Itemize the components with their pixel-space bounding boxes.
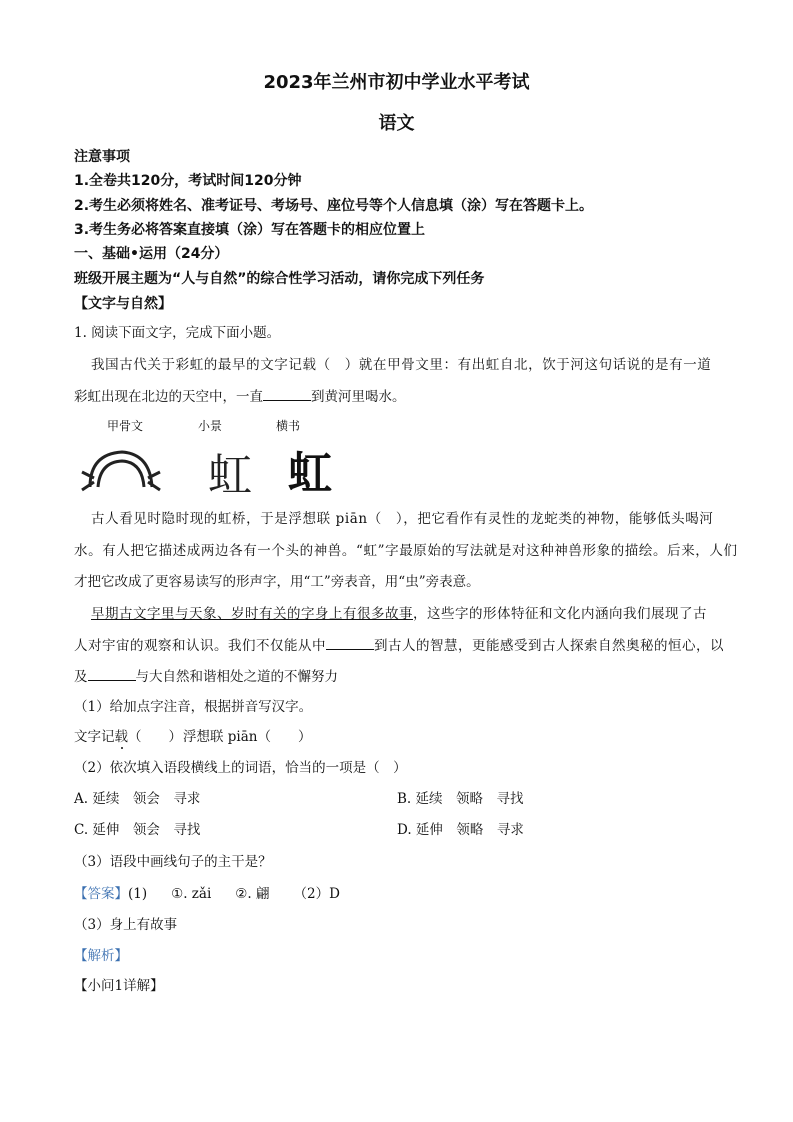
underlined-sentence: 早期古文字里与天象、岁时有关的字身上有很多故事	[91, 606, 413, 622]
glyph-label: 小景	[198, 419, 223, 433]
answer-line: （3）身上有故事	[74, 917, 178, 933]
passage-line	[74, 636, 724, 655]
option-a: A. 延续 领会 寻求	[74, 791, 201, 807]
clerical-hong-glyph: 虹	[288, 448, 332, 497]
detail-heading: 【小问1详解】	[74, 978, 164, 994]
task-text: 班级开展主题为“人与自然”的综合性学习活动，请你完成下列任务	[74, 271, 485, 287]
glyph-label: 横书	[276, 419, 301, 433]
subquestion-3: （3）语段中画线句子的主干是？	[74, 854, 272, 870]
text: （ ）	[128, 729, 182, 745]
passage-line: 才把它改成了更容易读写的形声字，用“工”旁表音，用“虫”旁表意。	[74, 574, 480, 590]
text: 与大自然和谐相处之道的不懈努力	[135, 669, 338, 685]
subquestion-2: （2）依次填入语段横线上的词语，恰当的一项是（ ）	[74, 760, 407, 776]
text: 文字记	[74, 729, 115, 745]
text: 到黄河里喝水。	[311, 389, 406, 405]
answer-part: (1)	[128, 886, 148, 902]
seal-script-hong-glyph: 虹	[208, 450, 252, 497]
glyph-label: 甲骨文	[107, 419, 144, 433]
passage-line	[91, 605, 707, 623]
option-d: D. 延伸 领略 寻求	[397, 822, 524, 838]
document-title: 2023年兰州市初中学业水平考试	[263, 72, 530, 93]
answer-line	[74, 885, 340, 903]
subject-title: 语文	[378, 113, 415, 134]
passage-line: 我国古代关于彩虹的最早的文字记载（ ）就在甲骨文里：有出虹自北，饮于河这句话说的是有一道	[91, 357, 712, 373]
subsection-heading: 【文字与自然】	[74, 296, 172, 312]
option-b: B. 延续 领略 寻找	[397, 791, 524, 807]
subquestion-1: （1）给加点字注音，根据拼音写汉字。	[74, 699, 313, 715]
passage-line: 水。有人把它描述成两边各有一个头的神兽。“虹”字最原始的写法就是对这种神兽形象的描绘。后来，人们	[74, 543, 738, 559]
fill-blank	[326, 636, 374, 650]
dotted-char: 载	[114, 729, 128, 745]
answer-tag: 【答案】	[74, 886, 128, 902]
notice-item: 3.考生务必将答案直接填（涂）写在答题卡的相应位置上	[74, 222, 426, 238]
fill-blank	[88, 667, 136, 681]
answer-part: （2）D	[293, 886, 340, 902]
option-c: C. 延伸 领会 寻找	[74, 822, 201, 838]
passage-line	[74, 667, 338, 686]
analysis-tag: 【解析】	[74, 948, 128, 964]
notice-heading: 注意事项	[74, 149, 130, 165]
notice-item: 2.考生必须将姓名、准考证号、考场号、座位号等个人信息填（涂）写在答题卡上。	[74, 198, 594, 214]
question-prompt: 1. 阅读下面文字，完成下面小题。	[74, 325, 281, 341]
oracle-bone-rainbow-glyph	[82, 452, 160, 490]
subquestion-1-item: 浮想联 piān（ ）	[183, 729, 312, 745]
passage-line	[74, 387, 406, 406]
subquestion-1-item	[74, 728, 182, 746]
answer-part: ②. 翩	[235, 886, 270, 902]
text: 彩虹出现在北边的天空中，一直	[74, 389, 263, 405]
text: 及	[74, 669, 88, 685]
section-heading: 一、基础•运用（24分）	[74, 246, 229, 262]
notice-item: 1.全卷共120分，考试时间120分钟	[74, 173, 302, 189]
text: ，这些字的形体特征和文化内涵向我们展现了古	[413, 606, 707, 622]
passage-line: 古人看见时隐时现的虹桥，于是浮想联 piān（ ），把它看作有灵性的龙蛇类的神物，能够低头喝河	[91, 511, 714, 527]
text: 人对宇宙的观察和认识。我们不仅能从中	[74, 638, 326, 654]
rainbow-glyph-images	[80, 442, 360, 497]
text: 到古人的智慧，更能感受到古人探索自然奥秘的恒心，以	[374, 638, 724, 654]
answer-part: ①. zǎi	[171, 886, 212, 902]
fill-blank	[263, 387, 311, 401]
